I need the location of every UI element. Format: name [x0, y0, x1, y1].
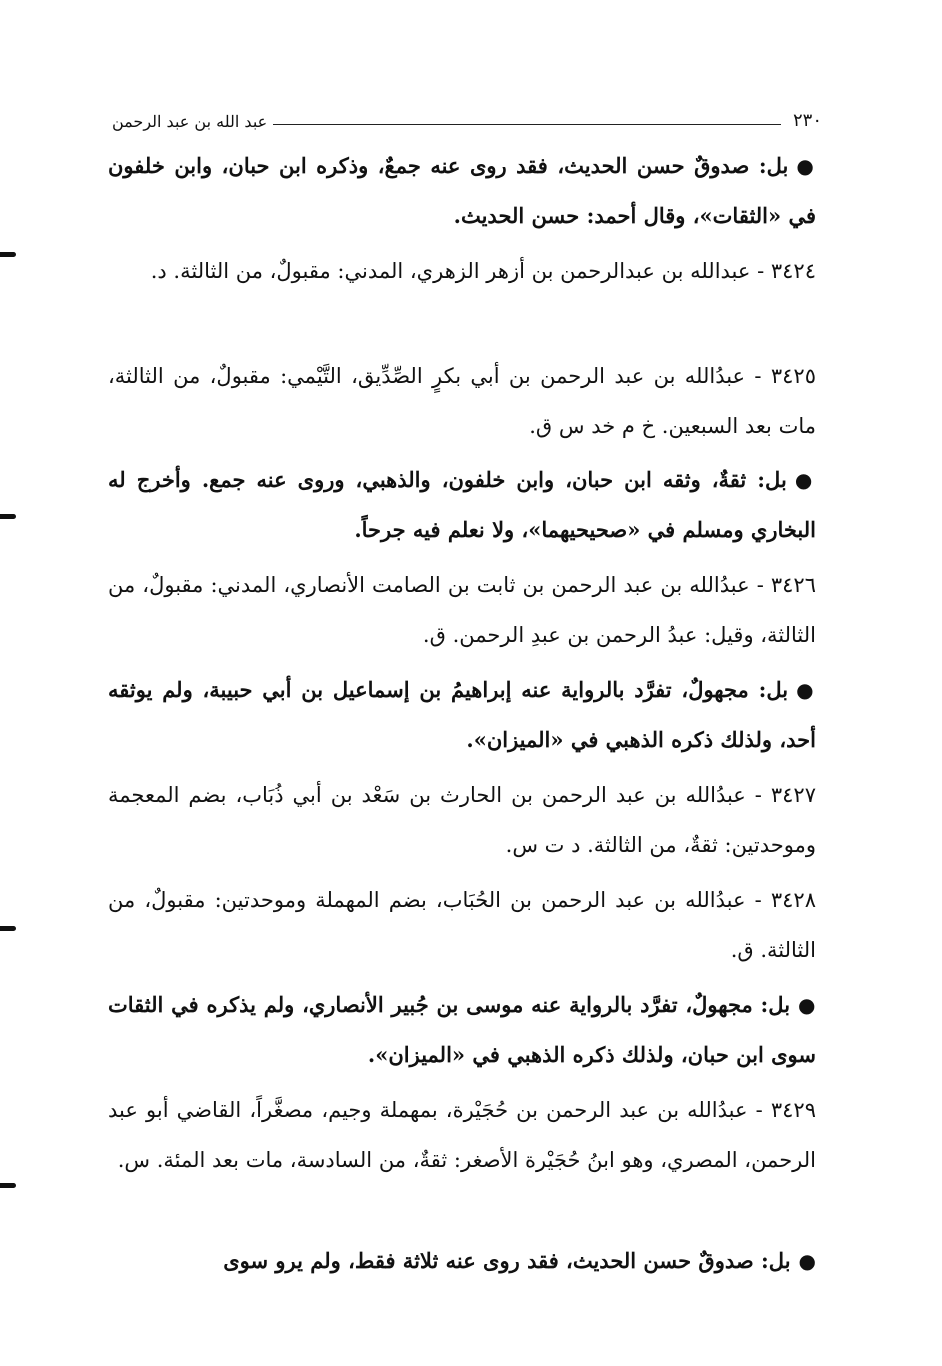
paragraph-text: بل: صدوقٌ حسن الحديث، فقد روى عنه جمعٌ، وذكره ابن حبان، وابن خلفون في «الثقات»، وقال أحمد: حسن الحديث.	[108, 153, 816, 228]
margin-mark	[0, 514, 16, 519]
entry-3426	[108, 560, 816, 660]
bullet-icon: ●	[798, 993, 816, 1017]
comment-paragraph	[108, 455, 816, 555]
bullet-icon: ●	[798, 1249, 816, 1273]
paragraph-text: بل: صدوقٌ حسن الحديث، فقد روى عنه ثلاثة فقط، ولم يرو سوى	[223, 1248, 791, 1273]
comment-paragraph	[108, 980, 816, 1080]
bullet-icon: ●	[796, 154, 816, 178]
entry-3429	[108, 1085, 816, 1185]
running-header	[112, 103, 822, 131]
header-rule	[273, 124, 781, 125]
margin-mark	[0, 1183, 16, 1188]
bullet-icon: ●	[794, 468, 816, 492]
page-number: ٢٣٠	[792, 110, 822, 131]
paragraph-text: بل: ثقةٌ، وثقه ابن حبان، وابن خلفون، والذهبي، وروى عنه جمع. وأخرج له البخاري ومسلم في «صحيحيهما»، ولا نعلم فيه جرحاً.	[108, 467, 816, 542]
running-title: عبد الله بن عبد الرحمن	[112, 112, 268, 131]
paragraph-text: بل: مجهولٌ، تفرَّد بالرواية عنه موسى بن جُبير الأنصاري، ولم يذكره في الثقات سوى ابن حبان، ولذلك ذكره الذهبي في «الميزان».	[108, 992, 816, 1067]
paragraph-text: ٣٤٢٥ - عبدُالله بن عبد الرحمن بن أبي بكرٍ الصِّدِّيق، التَّيْمي: مقبولٌ، من الثالثة، مات بعد السبعين. خ م خد س ق.	[108, 364, 816, 438]
margin-mark	[0, 252, 16, 257]
paragraph-text: ٣٤٢٧ - عبدُالله بن عبد الرحمن بن الحارث بن سَعْد بن أبي ذُبَاب، بضم المعجمة وموحدتين: ثقةٌ، من الثالثة. د ت س.	[108, 783, 816, 857]
paragraph-text: ٣٤٢٨ - عبدُالله بن عبد الرحمن بن الحُبَاب، بضم المهملة وموحدتين: مقبولٌ، من الثالثة. ق.	[108, 888, 816, 962]
entry-3425	[108, 351, 816, 451]
entry-3428	[108, 875, 816, 975]
entry-3424	[108, 246, 816, 296]
paragraph-text: ٣٤٢٦ - عبدُالله بن عبد الرحمن بن ثابت بن الصامت الأنصاري، المدني: مقبولٌ، من الثالثة، وقيل: عبدُ الرحمن بن عبدِ الرحمن. ق.	[108, 573, 816, 647]
paragraph-text: ٣٤٢٩ - عبدُالله بن عبد الرحمن بن حُجَيْرة، بمهملة وجيم، مصغَّراً، القاضي أبو عبد الرحمن، المصري، وهو ابنُ حُجَيْرة الأصغر: ثقةٌ، من السادسة، مات بعد المئة. س.	[108, 1098, 816, 1172]
entry-3427	[108, 770, 816, 870]
margin-mark	[0, 926, 16, 931]
paragraph-text: بل: مجهولٌ، تفرَّد بالرواية عنه إبراهيمُ بن إسماعيل بن أبي حبيبة، ولم يوثقه أحد، ولذلك ذكره الذهبي في «الميزان».	[108, 677, 816, 752]
comment-paragraph	[108, 1236, 816, 1286]
comment-paragraph	[108, 141, 816, 241]
comment-paragraph	[108, 665, 816, 765]
bullet-icon: ●	[796, 678, 816, 702]
paragraph-text: ٣٤٢٤ - عبدالله بن عبدالرحمن بن أزهر الزهري، المدني: مقبولٌ، من الثالثة. د.	[150, 259, 816, 283]
